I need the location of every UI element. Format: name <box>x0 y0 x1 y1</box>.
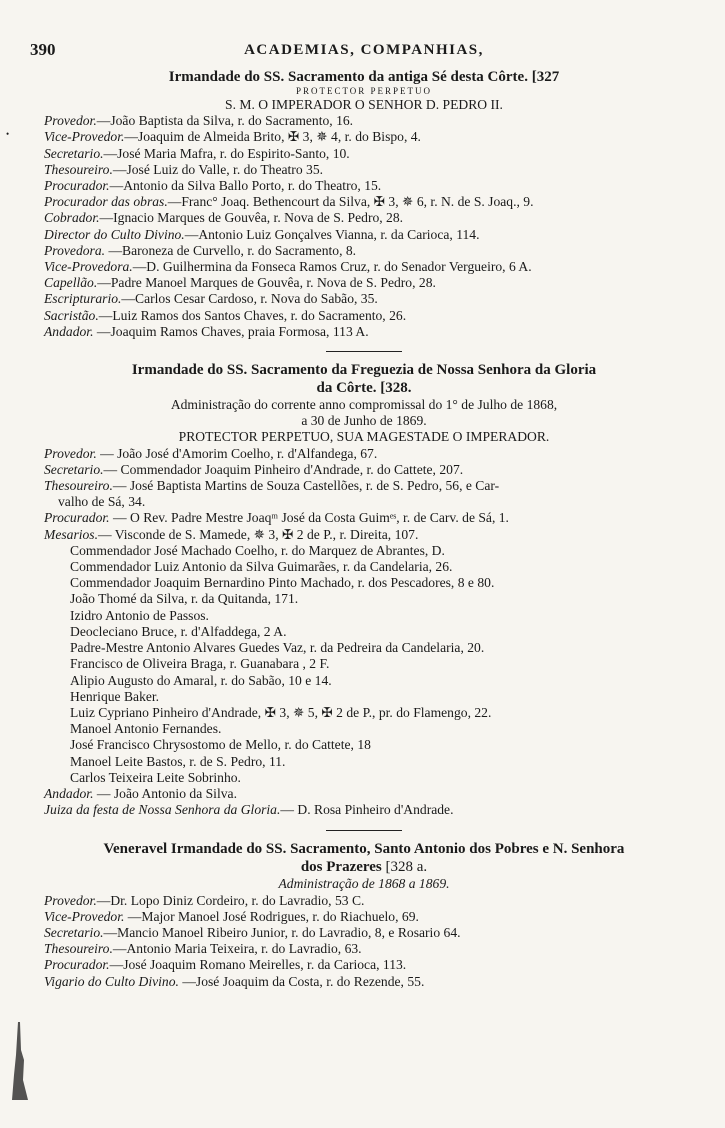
entry-thesoureiro-cont: valho de Sá, 34. <box>58 494 146 510</box>
section-title-line2 <box>44 858 684 876</box>
administration-line: Administração de 1868 a 1869. <box>278 876 450 892</box>
section-title: Irmandade do SS. Sacramento da antiga Sé desta Côrte. [327 <box>168 69 560 85</box>
entry-text: —Antonio Luiz Gonçalves Vianna, r. da Carioca, 114. <box>184 226 480 242</box>
entry-row <box>44 259 684 275</box>
role-label: Mesarios. <box>44 526 98 542</box>
entry-row <box>44 113 684 129</box>
mesario-item: Luiz Cypriano Pinheiro d'Andrade, ✠ 3, ✵ 5, ✠ 2 de P., pr. do Flamengo, 22. <box>70 704 492 720</box>
role-label: Procurador. <box>44 178 110 194</box>
entry-row <box>44 974 684 990</box>
entry-text: —Joaquim Ramos Chaves, praia Formosa, 113 A. <box>93 323 369 339</box>
role-label: Provedor. <box>44 445 97 461</box>
entry-juiza <box>44 802 684 818</box>
role-label: Thesoureiro. <box>44 478 113 494</box>
entry-text: — José Baptista Martins de Souza Castellões, r. de S. Pedro, 56, e Car- <box>112 478 500 494</box>
mesario-item: Manoel Leite Bastos, r. de S. Pedro, 11. <box>70 753 286 769</box>
administration-line1: Administração do corrente anno compromissal do 1° de Julho de 1868, <box>170 397 558 413</box>
section-divider <box>326 830 402 831</box>
entry-text: —Padre Manoel Marques de Gouvêa, r. Nova de S. Pedro, 28. <box>97 275 436 291</box>
section-ref: [328 a. <box>381 859 428 876</box>
role-label: Vigario do Culto Divino. <box>44 973 179 989</box>
entry-mesarios <box>44 527 684 543</box>
title-text: dos Prazeres <box>300 859 382 876</box>
section-327 <box>44 68 684 340</box>
mesario-item: Deocleciano Bruce, r. d'Alfaddega, 2 A. <box>70 623 287 639</box>
entry-row <box>44 210 684 226</box>
section-title-line2: da Côrte. [328. <box>316 380 412 397</box>
entry-text: —José Luiz do Valle, r. do Theatro 35. <box>112 161 324 177</box>
role-label: Provedora. <box>44 242 106 258</box>
mesario-item: Carlos Teixeira Leite Sobrinho. <box>70 769 241 785</box>
role-label: Vice-Provedor. <box>44 908 125 924</box>
entry-text: —D. Guilhermina da Fonseca Ramos Cruz, r. do Senador Vergueiro, 6 A. <box>132 259 532 275</box>
entry-row <box>44 291 684 307</box>
entry-secretario <box>44 462 684 478</box>
document-page <box>30 40 684 990</box>
entry-row <box>44 129 684 145</box>
role-label: Director do Culto Divino. <box>44 226 185 242</box>
section-divider <box>326 351 402 352</box>
mesario-item: Padre-Mestre Antonio Alvares Guedes Vaz, r. da Pedreira da Candelaria, 20. <box>70 640 485 656</box>
entry-row <box>44 243 684 259</box>
entry-text: — Visconde de S. Mamede, ✵ 3, ✠ 2 de P., r. Direita, 107. <box>98 526 419 542</box>
section-328a <box>44 840 684 989</box>
entry-text: —Dr. Lopo Diniz Cordeiro, r. do Lavradio, 53 C. <box>96 892 365 908</box>
protector-name: S. M. O IMPERADOR O SENHOR D. PEDRO II. <box>225 97 503 112</box>
role-label: Vice-Provedor. <box>44 129 125 145</box>
entry-text: —José Maria Mafra, r. do Espirito-Santo, 10. <box>103 145 350 161</box>
library-stamp-icon <box>8 1020 30 1102</box>
page-header <box>30 40 684 68</box>
entry-text: —Antonio Maria Teixeira, r. do Lavradio, 63. <box>112 941 362 957</box>
running-title: ACADEMIAS, COMPANHIAS, <box>244 42 484 58</box>
section-328 <box>44 361 684 818</box>
entry-text: — João José d'Amorim Coelho, r. d'Alfandega, 67. <box>96 445 378 461</box>
protector-line: PROTECTOR PERPETUO, SUA MAGESTADE O IMPERADOR. <box>178 429 550 445</box>
entry-row <box>44 275 684 291</box>
entry-procurador <box>44 510 684 526</box>
entry-row <box>44 941 684 957</box>
entry-row <box>44 925 684 941</box>
entry-row <box>44 194 684 210</box>
section-title-line1: Irmandade do SS. Sacramento da Freguezia de Nossa Senhora da Gloria <box>131 362 597 379</box>
margin-mark: • <box>6 129 10 139</box>
role-label: Escripturario. <box>44 291 122 307</box>
section-title-line1: Veneravel Irmandade do SS. Sacramento, Santo Antonio dos Pobres e N. Senhora <box>103 841 625 858</box>
entry-text: —José Joaquim Romano Meirelles, r. da Carioca, 113. <box>109 957 407 973</box>
mesario-item: Commendador Luiz Antonio da Silva Guimarães, r. da Candelaria, 26. <box>70 559 453 575</box>
entry-list <box>44 113 684 340</box>
entry-thesoureiro <box>44 478 684 494</box>
entry-text: —Mancio Manoel Ribeiro Junior, r. do Lavradio, 8, e Rosario 64. <box>103 924 461 940</box>
entry-row <box>44 178 684 194</box>
role-label: Provedor. <box>44 892 97 908</box>
entry-text: —Carlos Cesar Cardoso, r. Nova do Sabão, 35. <box>121 291 378 307</box>
entry-row <box>44 162 684 178</box>
role-label: Provedor. <box>44 113 97 129</box>
role-label: Andador. <box>44 323 94 339</box>
role-label: Capellão. <box>44 275 98 291</box>
entry-andador <box>44 786 684 802</box>
mesario-item: Commendador José Machado Coelho, r. do Marquez de Abrantes, D. <box>70 542 445 558</box>
entry-text: —Ignacio Marques de Gouvêa, r. Nova de S. Pedro, 28. <box>99 210 404 226</box>
entry-row <box>44 227 684 243</box>
entry-text: — D. Rosa Pinheiro d'Andrade. <box>280 802 454 818</box>
entry-text: — João Antonio da Silva. <box>93 785 237 801</box>
mesario-item: Izidro Antonio de Passos. <box>70 607 209 623</box>
administration-line2: a 30 de Junho de 1869. <box>301 413 427 429</box>
role-label: Juiza da festa de Nossa Senhora da Gloria. <box>44 802 281 818</box>
entry-text: — Commendador Joaquim Pinheiro d'Andrade, r. do Cattete, 207. <box>103 461 464 477</box>
entry-text: —Major Manoel José Rodrigues, r. do Riachuelo, 69. <box>124 908 419 924</box>
entry-text: —João Baptista da Silva, r. do Sacramento, 16. <box>96 113 354 129</box>
entry-text: —Luiz Ramos dos Santos Chaves, r. do Sacramento, 26. <box>98 307 407 323</box>
entry-text: —Antonio da Silva Ballo Porto, r. do Theatro, 15. <box>109 178 382 194</box>
mesario-item: Commendador Joaquim Bernardino Pinto Machado, r. dos Pescadores, 8 e 80. <box>70 575 495 591</box>
role-label: Thesoureiro. <box>44 161 113 177</box>
protector-label: PROTECTOR PERPETUO <box>295 86 433 96</box>
page-number: 390 <box>30 40 56 59</box>
entry-text: —José Joaquim da Costa, r. do Rezende, 55. <box>178 973 425 989</box>
entry-provedor <box>44 446 684 462</box>
mesarios-list <box>44 543 684 786</box>
role-label: Vice-Provedora. <box>44 259 133 275</box>
entry-row <box>44 324 684 340</box>
mesario-item: Manoel Antonio Fernandes. <box>70 721 222 737</box>
entry-text: — O Rev. Padre Mestre Joaqᵐ José da Costa Guimᵉˢ, r. de Carv. de Sá, 1. <box>109 510 509 526</box>
role-label: Procurador das obras. <box>44 194 168 210</box>
entry-list <box>44 893 684 990</box>
role-label: Secretario. <box>44 924 104 940</box>
entry-row <box>44 308 684 324</box>
mesario-item: Alipio Augusto do Amaral, r. do Sabão, 10 e 14. <box>70 672 332 688</box>
entry-text: —Joaquim de Almeida Brito, ✠ 3, ✵ 4, r. do Bispo, 4. <box>124 129 421 145</box>
role-label: Secretario. <box>44 461 104 477</box>
mesario-item: Henrique Baker. <box>70 688 160 704</box>
role-label: Thesoureiro. <box>44 941 113 957</box>
entry-row <box>44 909 684 925</box>
mesario-item: Francisco de Oliveira Braga, r. Guanabara , 2 F. <box>70 656 330 672</box>
role-label: Andador. <box>44 785 94 801</box>
entry-row <box>44 146 684 162</box>
entry-text: —Franc° Joaq. Bethencourt da Silva, ✠ 3, ✵ 6, r. N. de S. Joaq., 9. <box>167 194 534 210</box>
role-label: Procurador. <box>44 510 110 526</box>
mesario-item: José Francisco Chrysostomo de Mello, r. do Cattete, 18 <box>70 737 371 753</box>
role-label: Procurador. <box>44 957 110 973</box>
role-label: Secretario. <box>44 145 104 161</box>
entry-row <box>44 957 684 973</box>
role-label: Sacristão. <box>44 307 99 323</box>
mesario-item: João Thomé da Silva, r. da Quitanda, 171. <box>70 591 299 607</box>
entry-row <box>44 893 684 909</box>
entry-text: —Baroneza de Curvello, r. do Sacramento, 8. <box>105 242 357 258</box>
role-label: Cobrador. <box>44 210 100 226</box>
